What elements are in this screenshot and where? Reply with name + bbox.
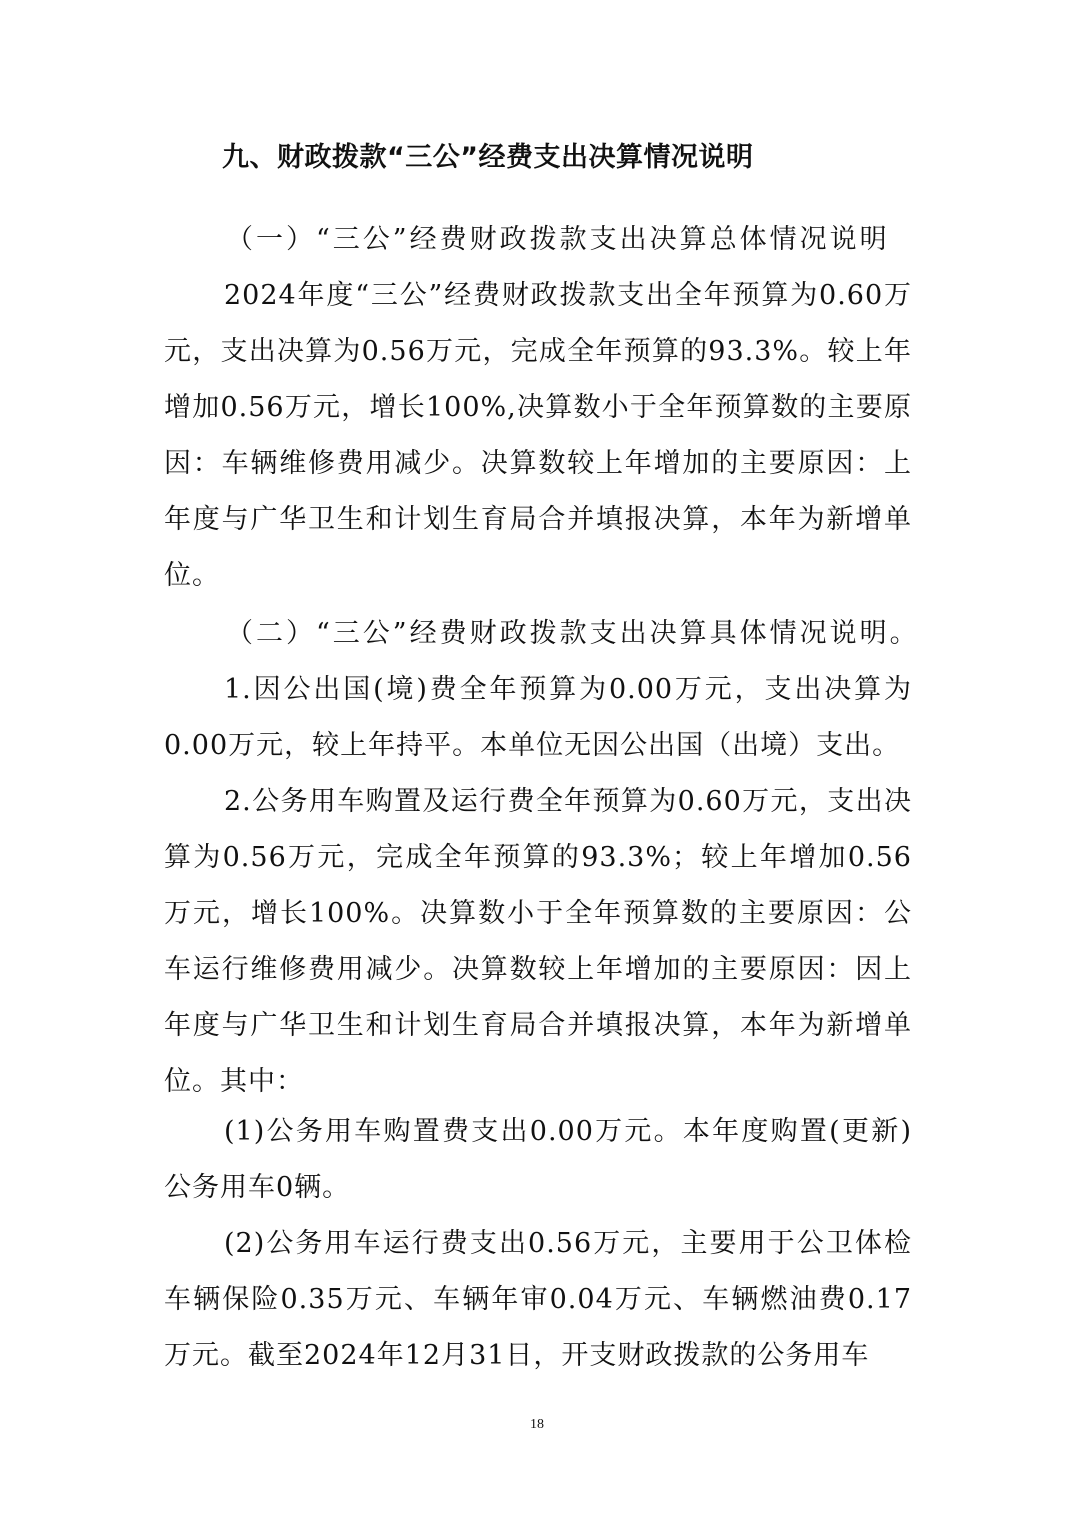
- sub1-paragraph: (1)公务用车购置费支出0.00万元。本年度购置(更新)公务用车0辆。: [164, 1116, 912, 1203]
- section1-title: （一）“三公”经费财政拨款支出决算总体情况说明: [226, 224, 890, 255]
- page-number: 18: [530, 1417, 544, 1432]
- item1-paragraph: 1.因公出国(境)费全年预算为0.00万元，支出决算为0.00万元，较上年持平。本单位无因公出国（出境）支出。: [164, 674, 912, 761]
- sub2-paragraph: (2)公务用车运行费支出0.56万元，主要用于公卫体检车辆保险0.35万元、车辆年审0.04万元、车辆燃油费0.17万元。截至2024年12月31日，开支财政拨款的公务用车: [164, 1228, 912, 1371]
- section1-paragraph: 2024年度“三公”经费财政拨款支出全年预算为0.60万元，支出决算为0.56万元，完成全年预算的93.3%。较上年增加0.56万元，增长100%,决算数小于全年预算数的主要原因：车辆维修费用减少。决算数较上年增加的主要原因：上年度与广华卫生和计划生育局合并填报决算，本年为新增单位。: [164, 280, 912, 591]
- item2-paragraph: 2.公务用车购置及运行费全年预算为0.60万元，支出决算为0.56万元，完成全年预算的93.3%；较上年增加0.56万元，增长100%。决算数小于全年预算数的主要原因：公车运行维修费用减少。决算数较上年增加的主要原因：因上年度与广华卫生和计划生育局合并填报决算，本年为新增单位。其中：: [164, 786, 912, 1097]
- section-heading: 九、财政拨款“三公”经费支出决算情况说明: [222, 142, 754, 173]
- section2-title: （二）“三公”经费财政拨款支出决算具体情况说明。: [226, 618, 920, 649]
